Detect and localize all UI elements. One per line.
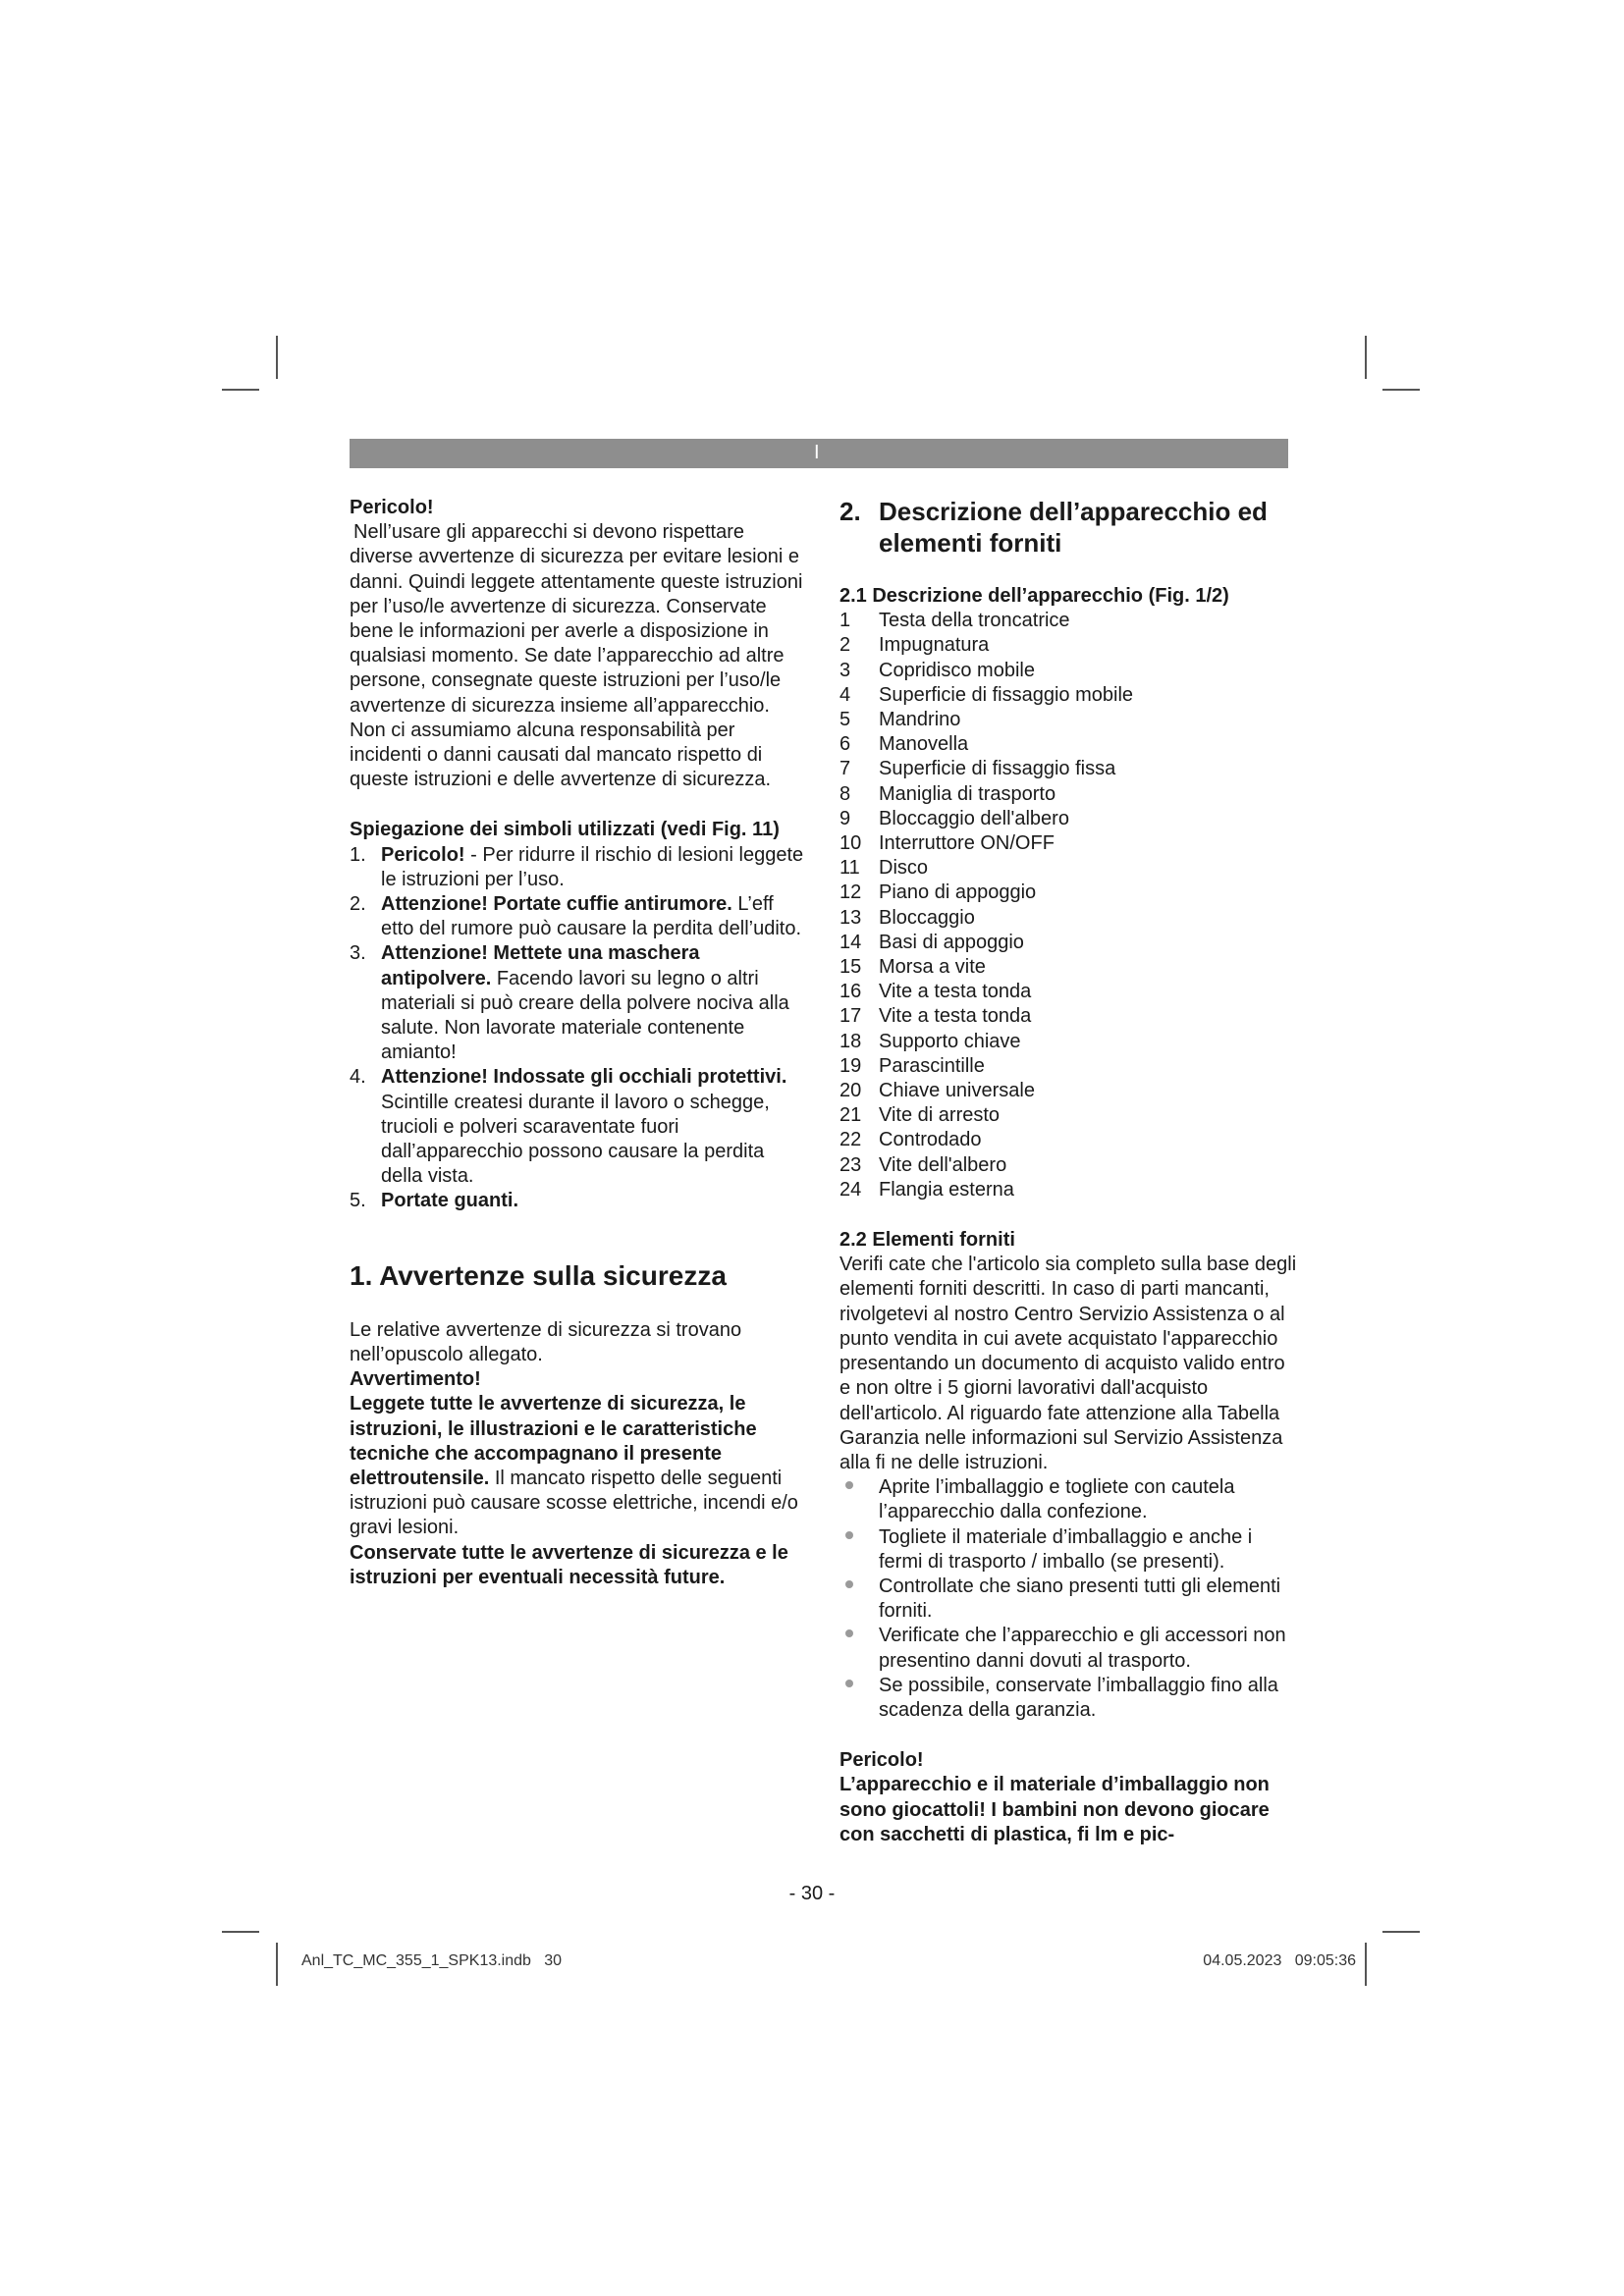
part-number: 12 — [839, 881, 862, 904]
danger-body: Nell’usare gli apparecchi si devono rispettare diverse avvertenze di sicurezza per evitare lesioni e danni. Quindi leggete attentamente queste istruzioni per l’uso/le avvertenze di sicurezza. Conservate bene le informazioni per averle a disposizione in qualsiasi momento. Se date l’apparecchio ad altre persone, consegnate queste istruzioni per l’uso/le avvertenze di sicurezza insieme all’apparecchio. Non ci assumiamo alcuna responsabilità per incidenti o danni causati dal mancato rispetto di queste istruzioni e delle avvertenze di sicurezza. — [350, 521, 803, 791]
part-item — [839, 757, 1301, 781]
part-number: 4 — [839, 683, 851, 706]
crop-mark-top-right-v — [1365, 336, 1367, 379]
symbol-bold: Portate guanti. — [381, 1190, 519, 1212]
symbol-bold: Pericolo! — [381, 843, 465, 866]
instructions-bold: Leggete tutte le avvertenze di sicurezza, le istruzioni, le illustrazioni e le caratteristiche tecniche che accompagnano il presente elettroutensile. — [350, 1393, 757, 1489]
part-name: Basi di appoggio — [879, 931, 1024, 953]
unpacking-item — [839, 1575, 1301, 1624]
part-number: 11 — [839, 857, 860, 880]
part-item — [839, 782, 1301, 807]
symbol-item — [350, 941, 811, 1065]
part-name: Testa della troncatrice — [879, 610, 1070, 632]
unpacking-item — [839, 1475, 1301, 1524]
parts-list — [839, 609, 1301, 1202]
part-number: 17 — [839, 1005, 862, 1028]
part-item — [839, 856, 1301, 881]
part-item — [839, 732, 1301, 757]
crop-mark-top-left-v — [276, 336, 278, 379]
part-name: Bloccaggio — [879, 906, 975, 929]
footer-file-name: Anl_TC_MC_355_1_SPK13.indb 30 — [301, 1952, 563, 1969]
part-number: 14 — [839, 931, 862, 953]
unpacking-item — [839, 1525, 1301, 1575]
part-item — [839, 633, 1301, 658]
part-number: 7 — [839, 758, 851, 780]
part-number: 1 — [839, 610, 851, 632]
symbols-list — [350, 843, 811, 1214]
part-number: 22 — [839, 1129, 862, 1151]
part-name: Bloccaggio dell'albero — [879, 807, 1069, 829]
crop-mark-top-right-h — [1382, 389, 1420, 391]
language-header-bar — [350, 439, 1288, 468]
part-number: 6 — [839, 733, 851, 756]
part-name: Superficie di fissaggio mobile — [879, 683, 1134, 706]
part-item — [839, 906, 1301, 931]
subsection-2-2-body: Verifi cate che l'articolo sia completo sulla base degli elementi forniti descritti. In caso di parti mancanti, rivolgetevi al nostro Centro Servizio Assistenza o al punto vendita in cui avete acquistato l'apparecchio presentando un documento di acquisto valido entro e non oltre i 5 giorni lavorativi dall'acquisto dell'articolo. Al riguardo fate attenzione alla Tabella Garanzia nelle informazioni sul Servizio Assistenza alla fi ne delle istruzioni. — [839, 1254, 1297, 1473]
unpacking-item — [839, 1674, 1301, 1723]
part-name: Morsa a vite — [879, 956, 986, 979]
part-item — [839, 955, 1301, 980]
part-name: Piano di appoggio — [879, 881, 1037, 904]
part-number: 10 — [839, 832, 862, 855]
part-name: Controdado — [879, 1129, 982, 1151]
part-item — [839, 1153, 1301, 1178]
instructions-text: Il mancato rispetto delle seguenti istruzioni può causare scosse elettriche, incendi e/o gravi lesioni. — [350, 1467, 798, 1539]
part-name: Chiave universale — [879, 1080, 1035, 1102]
part-item — [839, 659, 1301, 683]
unpacking-text: Verificate che l’apparecchio e gli accessori non presentino danni dovuti al trasporto. — [879, 1625, 1286, 1672]
symbol-text: Scintille createsi durante il lavoro o schegge, trucioli e polveri scaraventate fuori dall’apparecchio possono causare la perdita della vista. — [381, 1091, 770, 1188]
part-name: Vite dell'albero — [879, 1153, 1007, 1176]
part-number: 20 — [839, 1080, 862, 1102]
right-column — [839, 496, 1301, 1847]
part-name: Maniglia di trasporto — [879, 782, 1056, 805]
part-item — [839, 683, 1301, 708]
part-item — [839, 807, 1301, 831]
subsection-2-1-title: 2.1 Descrizione dell’apparecchio (Fig. 1/2) — [839, 585, 1229, 607]
part-number: 18 — [839, 1030, 862, 1052]
part-number: 8 — [839, 782, 851, 805]
crop-mark-bottom-left-h — [222, 1931, 259, 1933]
part-item — [839, 1128, 1301, 1152]
symbol-bold: Attenzione! Indossate gli occhiali protettivi. — [381, 1066, 787, 1089]
part-name: Vite a testa tonda — [879, 981, 1032, 1003]
part-name: Disco — [879, 857, 929, 880]
bullet-icon — [845, 1580, 853, 1588]
crop-mark-bottom-left-v — [276, 1943, 278, 1986]
part-name: Supporto chiave — [879, 1030, 1021, 1052]
bullet-icon — [845, 1629, 853, 1637]
danger-body-2: L’apparecchio e il materiale d’imballaggio non sono giocattoli! I bambini non devono giocare con sacchetti di plastica, fi lm e pic- — [839, 1774, 1270, 1845]
symbol-item — [350, 892, 811, 941]
unpacking-text: Controllate che siano presenti tutti gli elementi forniti. — [879, 1575, 1281, 1623]
section-1-instructions — [350, 1392, 811, 1540]
part-item — [839, 1030, 1301, 1054]
unpacking-text: Se possibile, conservate l’imballaggio fino alla scadenza della garanzia. — [879, 1674, 1278, 1721]
bullet-icon — [845, 1680, 853, 1687]
part-name: Vite di arresto — [879, 1104, 1001, 1127]
symbol-number: 3. — [350, 942, 366, 965]
part-number: 24 — [839, 1178, 862, 1201]
part-item — [839, 1054, 1301, 1079]
part-name: Superficie di fissaggio fissa — [879, 758, 1116, 780]
danger-title-2: Pericolo! — [839, 1749, 924, 1772]
symbol-bold: Attenzione! Mettete una maschera antipolvere. — [381, 942, 700, 989]
section-2-title-line2: elementi forniti — [879, 528, 1062, 558]
part-number: 23 — [839, 1153, 862, 1176]
part-item — [839, 609, 1301, 633]
warning-title: Avvertimento! — [350, 1368, 481, 1391]
part-name: Impugnatura — [879, 634, 990, 657]
part-number: 3 — [839, 659, 851, 681]
part-name: Interruttore ON/OFF — [879, 832, 1055, 855]
language-code: I — [814, 442, 820, 463]
section-2-number: 2. — [839, 497, 861, 526]
symbol-number: 4. — [350, 1066, 366, 1089]
symbol-text: - Per ridurre il rischio di lesioni leggete le istruzioni per l’uso. — [381, 843, 804, 890]
symbol-bold: Attenzione! Portate cuffie antirumore. — [381, 893, 732, 916]
symbol-number: 2. — [350, 893, 366, 916]
part-item — [839, 1004, 1301, 1029]
symbol-number: 1. — [350, 843, 366, 866]
subsection-2-2-title: 2.2 Elementi forniti — [839, 1229, 1015, 1252]
part-number: 2 — [839, 634, 851, 657]
part-item — [839, 980, 1301, 1004]
section-2-title — [839, 496, 1301, 559]
symbol-text: Facendo lavori su legno o altri materiali si può creare della polvere nociva alla salute. Non lavorate materiale contenente amianto! — [381, 967, 789, 1064]
symbol-item — [350, 1189, 811, 1213]
section-1-intro: Le relative avvertenze di sicurezza si trovano nell’opuscolo allegato. — [350, 1318, 742, 1365]
symbol-item — [350, 1065, 811, 1189]
part-number: 19 — [839, 1054, 862, 1077]
part-item — [839, 1079, 1301, 1103]
part-number: 9 — [839, 807, 851, 829]
page-number: - 30 - — [788, 1883, 836, 1904]
part-number: 15 — [839, 956, 862, 979]
symbol-text: L’eff etto del rumore può causare la perdita dell’udito. — [381, 893, 802, 940]
part-name: Mandrino — [879, 709, 961, 731]
crop-mark-top-left-h — [222, 389, 259, 391]
part-name: Flangia esterna — [879, 1178, 1014, 1201]
part-item — [839, 1103, 1301, 1128]
part-number: 16 — [839, 981, 862, 1003]
part-name: Vite a testa tonda — [879, 1005, 1032, 1028]
symbol-item — [350, 843, 811, 892]
crop-mark-bottom-right-h — [1382, 1931, 1420, 1933]
section-1-title: 1. Avvertenze sulla sicurezza — [350, 1259, 727, 1291]
unpacking-text: Togliete il materiale d’imballaggio e anche i fermi di trasporto / imballo (se presenti). — [879, 1525, 1253, 1573]
part-name: Manovella — [879, 733, 969, 756]
part-item — [839, 931, 1301, 955]
part-name: Copridisco mobile — [879, 659, 1035, 681]
footer-datetime: 04.05.2023 09:05:36 — [1203, 1952, 1356, 1969]
crop-mark-bottom-right-v — [1365, 1943, 1367, 1986]
left-column — [350, 496, 811, 1590]
part-item — [839, 1178, 1301, 1202]
keep-instructions: Conservate tutte le avvertenze di sicurezza e le istruzioni per eventuali necessità future. — [350, 1541, 788, 1588]
part-name: Parascintille — [879, 1054, 985, 1077]
unpacking-list — [839, 1475, 1301, 1723]
part-number: 5 — [839, 709, 851, 731]
part-item — [839, 708, 1301, 732]
symbols-title: Spiegazione dei simboli utilizzati (vedi Fig. 11) — [350, 819, 780, 841]
part-number: 21 — [839, 1104, 862, 1127]
unpacking-text: Aprite l’imballaggio e togliete con cautela l’apparecchio dalla confezione. — [879, 1476, 1235, 1523]
part-item — [839, 831, 1301, 856]
part-item — [839, 881, 1301, 905]
part-number: 13 — [839, 906, 862, 929]
danger-title: Pericolo! — [350, 497, 434, 518]
bullet-icon — [845, 1481, 853, 1489]
bullet-icon — [845, 1531, 853, 1539]
unpacking-item — [839, 1624, 1301, 1673]
symbol-number: 5. — [350, 1190, 366, 1212]
section-2-title-line1: Descrizione dell’apparecchio ed — [879, 497, 1268, 526]
